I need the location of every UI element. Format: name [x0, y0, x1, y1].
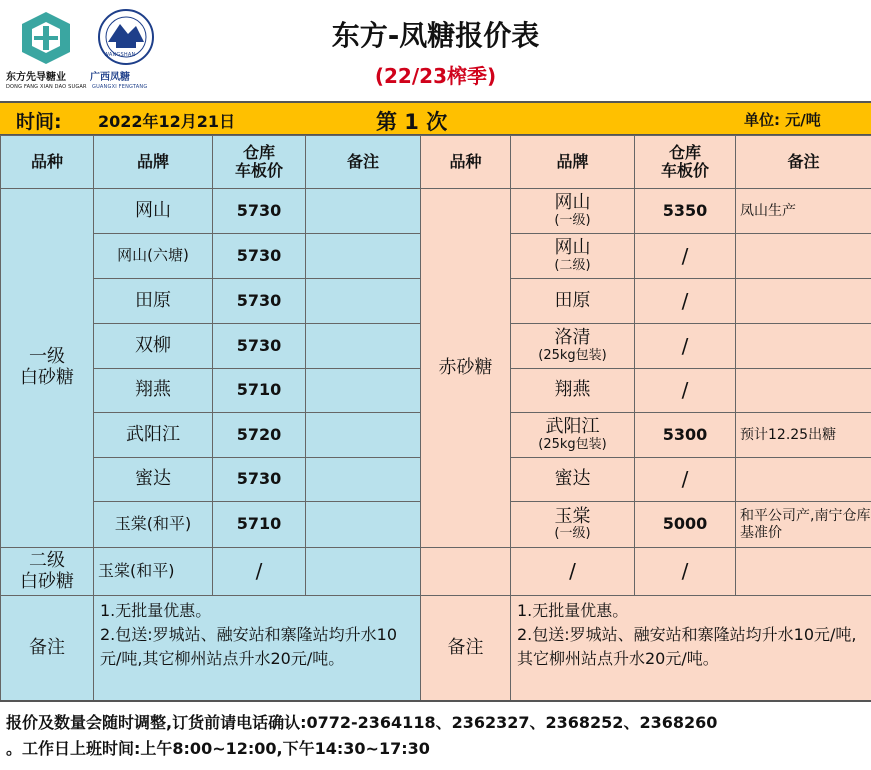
right-brand-sub: (一级) — [554, 212, 591, 228]
unit-label: 单位: 元/吨 — [744, 111, 821, 129]
right-brand: 翔燕 — [511, 369, 635, 413]
left-price: 5710 — [213, 369, 306, 413]
right-brand-sub: (25kg包装) — [538, 436, 607, 452]
left-remark — [306, 324, 421, 369]
header-variety-right: 品种 — [421, 136, 511, 189]
right-note — [736, 279, 871, 324]
grade1-white-sugar-cell — [1, 189, 94, 548]
grade1-label-line1: 一级 — [29, 346, 65, 368]
left-brand: 田原 — [94, 279, 213, 324]
right-brand — [511, 324, 635, 369]
table-header-row — [1, 136, 871, 189]
footer-contact-line: 报价及数量会随时调整,订货前请电话确认:0772-2364118、2362327、2368252、2368260 — [6, 713, 718, 732]
left-price: 5730 — [213, 324, 306, 369]
quote-date: 2022年12月21日 — [98, 112, 236, 131]
right-brand-name: 网山 — [554, 192, 591, 214]
fengtang-logo-sub: GUANGXI FENGTANG — [92, 84, 148, 90]
remarks-right-line2: 2.包送:罗城站、融安站和寨隆站均升水10元/吨,其它柳州站点升水20元/吨。 — [517, 625, 857, 668]
quote-round: 第 1 次 — [376, 110, 448, 134]
right-brand: 田原 — [511, 279, 635, 324]
header — [0, 0, 871, 101]
dongfang-logo-caption: 东方先导糖业 — [6, 72, 66, 83]
left-brand: 蜜达 — [94, 458, 213, 502]
right-brand-name: 洛清 — [554, 327, 591, 349]
left-brand: 网山(六塘) — [94, 234, 213, 279]
remarks-text-left — [94, 596, 421, 701]
left-price: 5720 — [213, 413, 306, 458]
right-brand-name: 武阳江 — [545, 416, 600, 438]
right-price: / — [635, 458, 736, 502]
time-label: 时间: — [16, 111, 62, 133]
remarks-label-left: 备注 — [1, 596, 94, 701]
table-row — [1, 189, 871, 234]
red-sugar-variety-cell: 赤砂糖 — [421, 189, 511, 548]
right-note: 和平公司产,南宁仓库基准价 — [736, 502, 871, 548]
right-note: 凤山生产 — [736, 189, 871, 234]
left-brand: 网山 — [94, 189, 213, 234]
left-price: 5730 — [213, 189, 306, 234]
remarks-text-right — [511, 596, 871, 701]
header-remark-left: 备注 — [306, 136, 421, 189]
grade2-variety-right — [421, 548, 511, 596]
right-brand: 蜜达 — [511, 458, 635, 502]
header-price-left — [213, 136, 306, 189]
header-price-line2: 车板价 — [660, 161, 709, 180]
left-price: 5730 — [213, 279, 306, 324]
footer — [0, 700, 871, 770]
left-remark — [306, 502, 421, 548]
header-price-line1: 仓库 — [668, 142, 701, 162]
right-note — [736, 324, 871, 369]
left-brand: 双柳 — [94, 324, 213, 369]
right-brand — [511, 234, 635, 279]
grade2-brand-right: / — [511, 548, 635, 596]
left-price: 5730 — [213, 234, 306, 279]
right-price: / — [635, 324, 736, 369]
right-price: / — [635, 279, 736, 324]
grade2-price: / — [213, 548, 306, 596]
remarks-row — [1, 596, 871, 701]
right-brand — [511, 413, 635, 458]
left-brand: 武阳江 — [94, 413, 213, 458]
right-brand — [511, 502, 635, 548]
left-remark — [306, 413, 421, 458]
right-price: 5000 — [635, 502, 736, 548]
left-remark — [306, 458, 421, 502]
grade2-row — [1, 548, 871, 596]
right-price: / — [635, 234, 736, 279]
remarks-left-line2: 2.包送:罗城站、融安站和寨隆站均升水10元/吨,其它柳州站点升水20元/吨。 — [100, 625, 398, 668]
right-note — [736, 234, 871, 279]
header-price-line2: 车板价 — [234, 161, 283, 180]
right-brand — [511, 189, 635, 234]
page-title: 东方-凤糖报价表 — [331, 19, 540, 52]
grade1-label-line2: 白砂糖 — [20, 367, 74, 388]
season-subtitle: (22/23榨季) — [374, 64, 497, 88]
fengtang-logo-ring-text: WANGSHAN — [104, 52, 136, 58]
left-brand: 玉棠(和平) — [94, 502, 213, 548]
right-price: 5350 — [635, 189, 736, 234]
right-brand-sub: (二级) — [554, 257, 591, 273]
grade2-label-line2: 白砂糖 — [20, 570, 74, 592]
left-remark — [306, 279, 421, 324]
header-price-line1: 仓库 — [242, 142, 275, 162]
grade2-white-sugar-cell — [1, 548, 94, 596]
grade2-remark — [306, 548, 421, 596]
left-brand: 翔燕 — [94, 369, 213, 413]
left-price: 5730 — [213, 458, 306, 502]
left-remark — [306, 369, 421, 413]
right-brand-name: 玉棠 — [554, 505, 591, 527]
dongfang-logo-sub: DONG FANG XIAN DAO SUGAR — [6, 84, 87, 90]
right-note: 预计12.25出糖 — [736, 413, 871, 458]
grade2-brand: 玉棠(和平) — [94, 548, 213, 596]
grade2-price-right: / — [635, 548, 736, 596]
right-brand-sub: (25kg包装) — [538, 347, 607, 363]
header-remark-right: 备注 — [736, 136, 871, 189]
remarks-right-line1: 1.无批量优惠。 — [517, 601, 629, 620]
right-note — [736, 369, 871, 413]
grade2-label-line1: 二级 — [29, 549, 65, 571]
header-variety-left: 品种 — [1, 136, 94, 189]
right-brand-sub: (一级) — [554, 526, 591, 542]
footer-hours-line: 。工作日上班时间:上午8:00~12:00,下午14:30~17:30 — [6, 738, 430, 758]
remarks-label-right: 备注 — [421, 596, 511, 701]
grade2-note-right — [736, 548, 871, 596]
right-price: / — [635, 369, 736, 413]
right-note — [736, 458, 871, 502]
fengtang-logo-caption: 广西凤糖 — [90, 72, 130, 83]
header-brand-right: 品牌 — [511, 136, 635, 189]
left-remark — [306, 234, 421, 279]
left-price: 5710 — [213, 502, 306, 548]
header-price-right — [635, 136, 736, 189]
info-bar — [0, 101, 871, 135]
right-price: 5300 — [635, 413, 736, 458]
left-remark — [306, 189, 421, 234]
header-brand-left: 品牌 — [94, 136, 213, 189]
right-brand-name: 网山 — [554, 237, 591, 259]
remarks-left-line1: 1.无批量优惠。 — [100, 601, 212, 620]
price-table — [0, 135, 871, 701]
